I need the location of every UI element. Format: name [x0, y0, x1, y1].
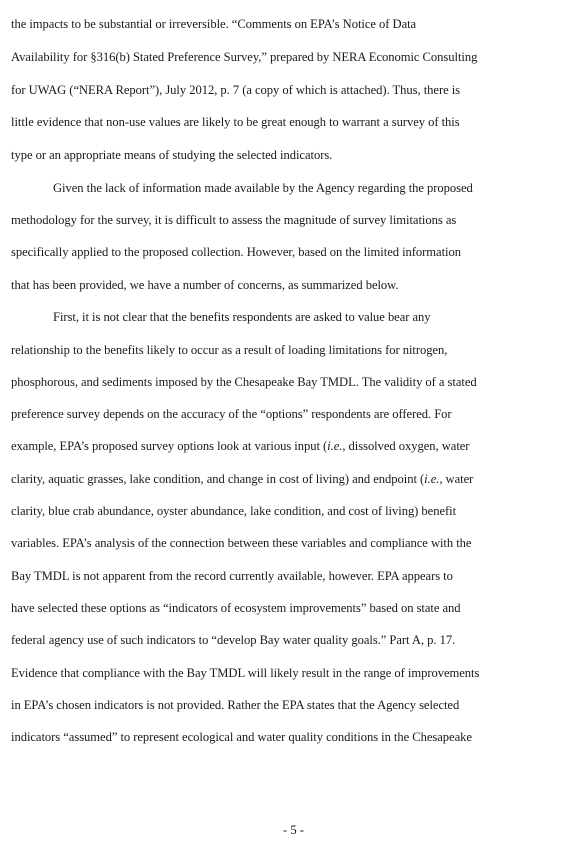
text-line: that has been provided, we have a number of concerns, as summarized below.: [11, 278, 399, 292]
text-line: for UWAG (“NERA Report”), July 2012, p. 7 (a copy of which is attached). Thus, there is: [11, 83, 461, 97]
text-line: type or an appropriate means of studying the selected indicators.: [11, 148, 333, 162]
text-line: clarity, blue crab abundance, oyster abundance, lake condition, and cost of living) benefit: [11, 504, 457, 518]
text-line: [11, 438, 579, 454]
text-line: methodology for the survey, it is difficult to assess the magnitude of survey limitations as: [11, 213, 457, 227]
text-line: preference survey depends on the accuracy of the “options” respondents are offered. For: [11, 407, 452, 421]
text-line: little evidence that non-use values are likely to be great enough to warrant a survey of this: [11, 115, 460, 129]
italic-abbreviation: i.e.: [424, 472, 440, 486]
text-line: phosphorous, and sediments imposed by the Chesapeake Bay TMDL. The validity of a stated: [11, 375, 477, 389]
paragraph-start-line: Given the lack of information made available by the Agency regarding the proposed: [53, 181, 473, 195]
text-span: example, EPA’s proposed survey options look at various input (: [11, 439, 328, 453]
text-line: in EPA’s chosen indicators is not provided. Rather the EPA states that the Agency selected: [11, 698, 460, 712]
paragraph-start-line: First, it is not clear that the benefits respondents are asked to value bear any: [53, 310, 431, 324]
text-line: indicators “assumed” to represent ecological and water quality conditions in the Chesapeake: [11, 730, 472, 744]
text-span: , water: [439, 472, 474, 486]
text-line: [11, 471, 579, 487]
page-number: - 5 -: [283, 823, 304, 837]
text-line: specifically applied to the proposed collection. However, based on the limited information: [11, 245, 461, 259]
text-span: clarity, aquatic grasses, lake condition, and change in cost of living) and endpoint (: [11, 472, 425, 486]
text-line: federal agency use of such indicators to “develop Bay water quality goals.” Part A, p. 17.: [11, 633, 456, 647]
text-line: variables. EPA’s analysis of the connection between these variables and compliance with the: [11, 536, 472, 550]
text-line: relationship to the benefits likely to occur as a result of loading limitations for nitrogen,: [11, 343, 448, 357]
text-span: , dissolved oxygen, water: [342, 439, 470, 453]
text-line: Availability for §316(b) Stated Preference Survey,” prepared by NERA Economic Consulting: [11, 50, 478, 64]
text-line: Bay TMDL is not apparent from the record currently available, however. EPA appears to: [11, 569, 453, 583]
italic-abbreviation: i.e.: [327, 439, 343, 453]
text-line: have selected these options as “indicators of ecosystem improvements” based on state and: [11, 601, 461, 615]
text-line: Evidence that compliance with the Bay TMDL will likely result in the range of improvements: [11, 666, 480, 680]
text-line: the impacts to be substantial or irreversible. “Comments on EPA’s Notice of Data: [11, 17, 417, 31]
